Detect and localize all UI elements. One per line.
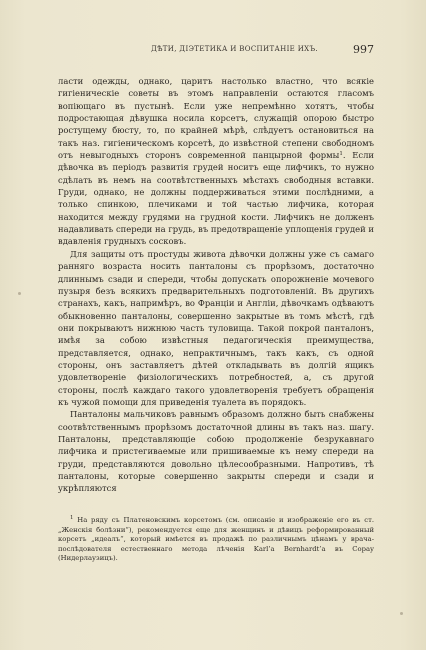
footnote bbox=[58, 516, 374, 564]
paragraph-1-part-a: ласти одежды, однако, царитъ настолько властно, что всякіе гигіеническіе советы въ этомъ направленіи остаются гласомъ вопіющаго въ пустынѣ. Если уже непремѣнно хотятъ, чтобы подростающая дѣвушка носила корсетъ, служащій опорою быстро ростущему бюсту, то, по крайней мѣрѣ, слѣдуетъ остановиться на такъ наз. гигіеническомъ корсетѣ, до извѣстной степени свободномъ отъ невыгодныхъ сторонъ современной панцырной формы bbox=[58, 76, 374, 161]
paragraph-3: Панталоны мальчиковъ равнымъ образомъ должно быть снабжены соотвѣтственнымъ прорѣзомъ достаточной длины въ такъ наз. шагу. Панталоны, представляющіе собою продолженіе безрукавнаго лифчика и пристегиваемые или пришиваемые къ нему спереди на груди, представляются довольно цѣлесообразными. Напротивъ, тѣ панталоны, которые совершенно закрыты спереди и сзади и укрѣпляются bbox=[58, 409, 374, 494]
paper-speck bbox=[400, 612, 403, 615]
main-text bbox=[58, 75, 374, 495]
footnote-reference: 1 bbox=[339, 151, 343, 158]
running-head bbox=[58, 44, 374, 58]
footnote-mark: 1 bbox=[70, 515, 74, 521]
paragraph-1 bbox=[58, 75, 374, 248]
paragraph-2: Для защиты отъ простуды живота дѣвочки должны уже съ самаго ранняго возраста носить панталоны съ прорѣзомъ, достаточно длиннымъ сзади и спереди, чтобы допускать опорожненіе мочевого пузыря безъ всякихъ предварительныхъ подготовленій. Въ другихъ странахъ, какъ, напримѣръ, во Франціи и Англіи, дѣвочкамъ одѣваютъ обыкновенно панталоны, совершенно закрытые въ томъ мѣстѣ, гдѣ они покрываютъ нижнюю часть туловища. Такой покрой панталонъ, имѣя за собою извѣстныя педагогическія преимущества, представляется, однако, непрактичнымъ, такъ какъ, съ одной стороны, онъ заставляетъ дѣтей откладывать въ долгій ящикъ удовлетвореніе физіологическихъ потребностей, а, съ другой стороны, послѣ каждаго такого удовлетворенія требуетъ обращенія къ чужой помощи для приведенія туалета въ порядокъ. bbox=[58, 248, 374, 407]
paragraph-1-part-b: . Если дѣвочка въ періодъ развитія грудей носитъ еще лифчикъ, то нужно сдѣлать въ немъ на соотвѣтственныхъ мѣстахъ свободныя вставки. Груди, однако, не должны поддерживаться этими послѣдними, а только спинкою, плечиками и той частью лифчика, которая находится между грудями на грудной кости. Лифчикъ не долженъ надавливать спереди на грудь, въ предотвращеніе уплощенія грудей и вдавленія грудныхъ сосковъ. bbox=[58, 150, 374, 247]
page-number: 997 bbox=[353, 43, 374, 56]
paper-speck bbox=[18, 292, 21, 295]
footnote-text: На ряду съ Платеновскимъ корсетомъ (см. описаніе и изображеніе его въ ст. „Женскія болѣзни“), рекомендуется еще для женщинъ и дѣвицъ реформированный корсетъ „идеалъ“, который имѣется въ продажѣ по различнымъ цѣнамъ у врача-послѣдователя естественнаго метода лѣченія Karl’a Bernhardt’a въ Сорау (Нидерлаузицъ). bbox=[58, 516, 374, 563]
footnote-divider bbox=[58, 509, 374, 510]
running-title: ДѢТИ, ДІЭТЕТИКА И ВОСПИТАНІЕ ИХЪ. bbox=[151, 45, 318, 53]
